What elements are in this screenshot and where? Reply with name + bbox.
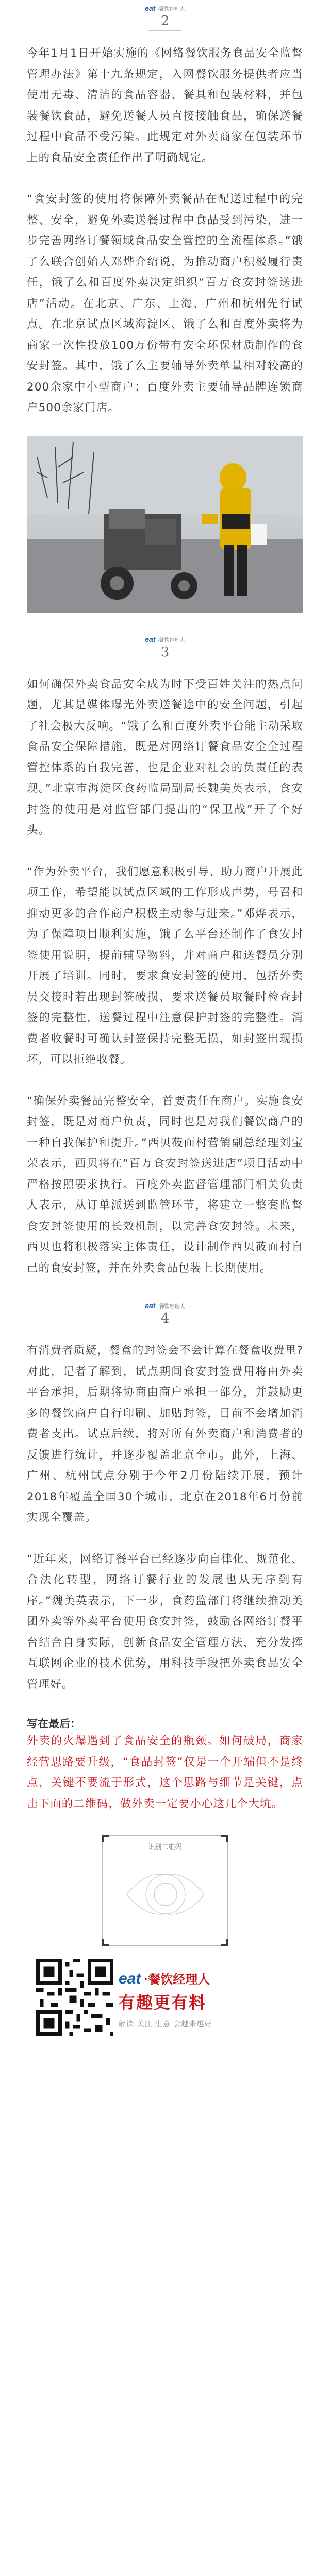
brand-divider [0, 0, 330, 12]
slogan-subline: 解读 关注 生意 会越来越好 [119, 2020, 212, 2028]
paragraph: 今年1月1日开始实施的《网络餐饮服务食品安全监督管理办法》第十九条规定，入网餐饮服务提供者应当使用无毒、清洁的食品容器、餐具和包装材料，并包装餐饮食品，避免送餐人员直接接触食品，确保送餐过程中食品不受污染。此规定对外卖商家在包装环节上的食品安全责任作出了明确规定。 [27, 47, 303, 164]
brand-logo [145, 635, 185, 643]
brand-logo-cn: ·餐饮经理人 [157, 7, 185, 12]
qr-slogan [119, 1969, 304, 2029]
slogan-main: 有趣更有料 [119, 1993, 207, 2012]
brand-logo-en: eat [145, 1301, 156, 1310]
qr-code-icon[interactable] [36, 1959, 113, 2036]
qr-footer [0, 1959, 330, 2113]
paragraph: 如何确保外卖食品安全成为时下受百姓关注的热点问题，尤其是媒体曝光外卖送餐途中的安全问题，引起了社会极大反响。“饿了么和百度外卖平台能主动采取食品安全保障措施，既是对网络订餐食品安全全过程管控体系的自我完善，也是企业对社会的负责任的表现。”北京市海淀区食药监局副局长魏美英表示，食安封签的使用是对监管部门提出的“保卫战”开了个好头。 [27, 677, 303, 837]
delivery-scene-illustration [27, 436, 303, 613]
paragraph: “确保外卖餐品完整安全，首要责任在商户。实施食安封签，既是对商户负责，同时也是对我们餐饮商户的一种自我保护和提升。”西贝莜面村营销副总经理刘宝荣表示，西贝将在“百万食安封签送进店”项目活动中严格按照要求执行。百度外卖监督管理部门相关负责人表示，从订单派送到监管环节，将建立一整套监督食安封签使用的长效机制，以完善食安封签。未来，西贝也将积极落实主体责任，设计制作西贝莜面村自己的食安封签，并在外卖食品包装上长期使用。 [27, 1094, 303, 1275]
section-3 [0, 631, 330, 1279]
brand-logo-en: eat [145, 635, 156, 643]
brand-divider [0, 631, 330, 643]
section-number: 4 [160, 1311, 170, 1326]
brand-logo-cn: ·餐饮经理人 [157, 637, 185, 643]
brand-divider [0, 1297, 330, 1310]
section-number: 3 [160, 644, 170, 660]
qr-frame-title: 识别二维码 [148, 1843, 182, 1851]
brand-logo [145, 1301, 185, 1310]
paragraph: “近年来，网络订餐平台已经逐步向自律化、规范化、合法化转型，网络订餐行业的发展也从无序到有序。”魏美英表示，下一步，食药监部门将继续推动美团外卖等外卖平台使用食安封签，鼓励各网络订餐平台结合自身实际，创新食品安全管理方法，充分发挥互联网企业的技术优势，用科技手段把外卖食品安全管理好。 [27, 1552, 303, 1691]
section-number: 2 [160, 13, 170, 29]
section-underline [148, 30, 182, 31]
paragraph: 有消费者质疑，餐盒的封签会不会计算在餐盒收费里?对此，记者了解到，试点期间食安封签费用将由外卖平台承担，后期将协商由商户承担一部分，并鼓励更多的餐饮商户自行印刷、加贴封签，目前不会增加消费者支出。试点后续，将对所有外卖商户和消费者的反馈进行统计，并逐步覆盖北京全市。此外，上海、广州、杭州试点分别于今年2月份陆续开展，预计2018年覆盖全国30个城市，北京在2018年6月份前实现全覆盖。 [27, 1344, 303, 1524]
brand-logo-en: eat [145, 4, 156, 12]
qr-card [0, 1835, 330, 2139]
closing-note-heading: 写在最后： [27, 1718, 81, 1730]
section-2 [0, 0, 330, 419]
delivery-photo [27, 436, 303, 613]
flower-decoration-icon [122, 1861, 209, 1928]
brand-logo-cn: ·餐饮经理人 [157, 1304, 185, 1310]
brand-logo [145, 4, 185, 12]
closing-note-body: 外卖的火爆遇到了食品安全的瓶颈。如何破局，商家经营思路要升级，“食品封签”仅是一个开端但不是终点，关键不要流于形式，这个思路与细节是关键，点击下面的二维码，做外卖一定要小心这几个大坑。 [27, 1735, 303, 1810]
paragraph: “作为外卖平台，我们愿意积极引导、助力商户开展此项工作，希望能以试点区域的工作形成声势，号召和推动更多的合作商户积极主动参与进来。”邓烨表示，为了保障项目顺利实施，饿了么平台还制作了食安封签使用说明，提前辅导物料，并对商户和送餐员分别开展了培训。同时，要求食安封签的使用，包括外卖员交接时若出现封签破损、要求送餐员取餐时检查封签的完整性，送餐过程中注意保护封签的完整性。消费者收餐时可确认封签保持完整无损，如封签出现损坏，可以拒绝收餐。 [27, 865, 303, 1066]
brand-logo-cn: ·餐饮经理人 [144, 1973, 210, 1987]
brand-logo-en: eat [119, 1970, 141, 1987]
paragraph: “食安封签的使用将保障外卖餐品在配送过程中的完整、安全，避免外卖送餐过程中食品受到污染，进一步完善网络订餐领域食品安全管控的全流程体系。”饿了么联合创始人邓烨介绍说，为推动商户积极履行责任，饿了么和百度外卖决定组织“百万食安封签送进店”活动。在北京、广东、上海、广州和杭州先行试点。在北京试点区域海淀区、饿了么和百度外卖将为商家一次性投放100万份带有安全环保材质制作的食安封签。其中，饿了么主要辅导外卖单量相对较高的200余家中小型商户；百度外卖主要辅导品牌连锁商户500余家门店。 [27, 193, 303, 414]
brand-logo-large [119, 1969, 304, 1988]
qr-scan-frame [102, 1835, 228, 1946]
closing-note [0, 1716, 330, 1815]
section-4 [0, 1297, 330, 1695]
